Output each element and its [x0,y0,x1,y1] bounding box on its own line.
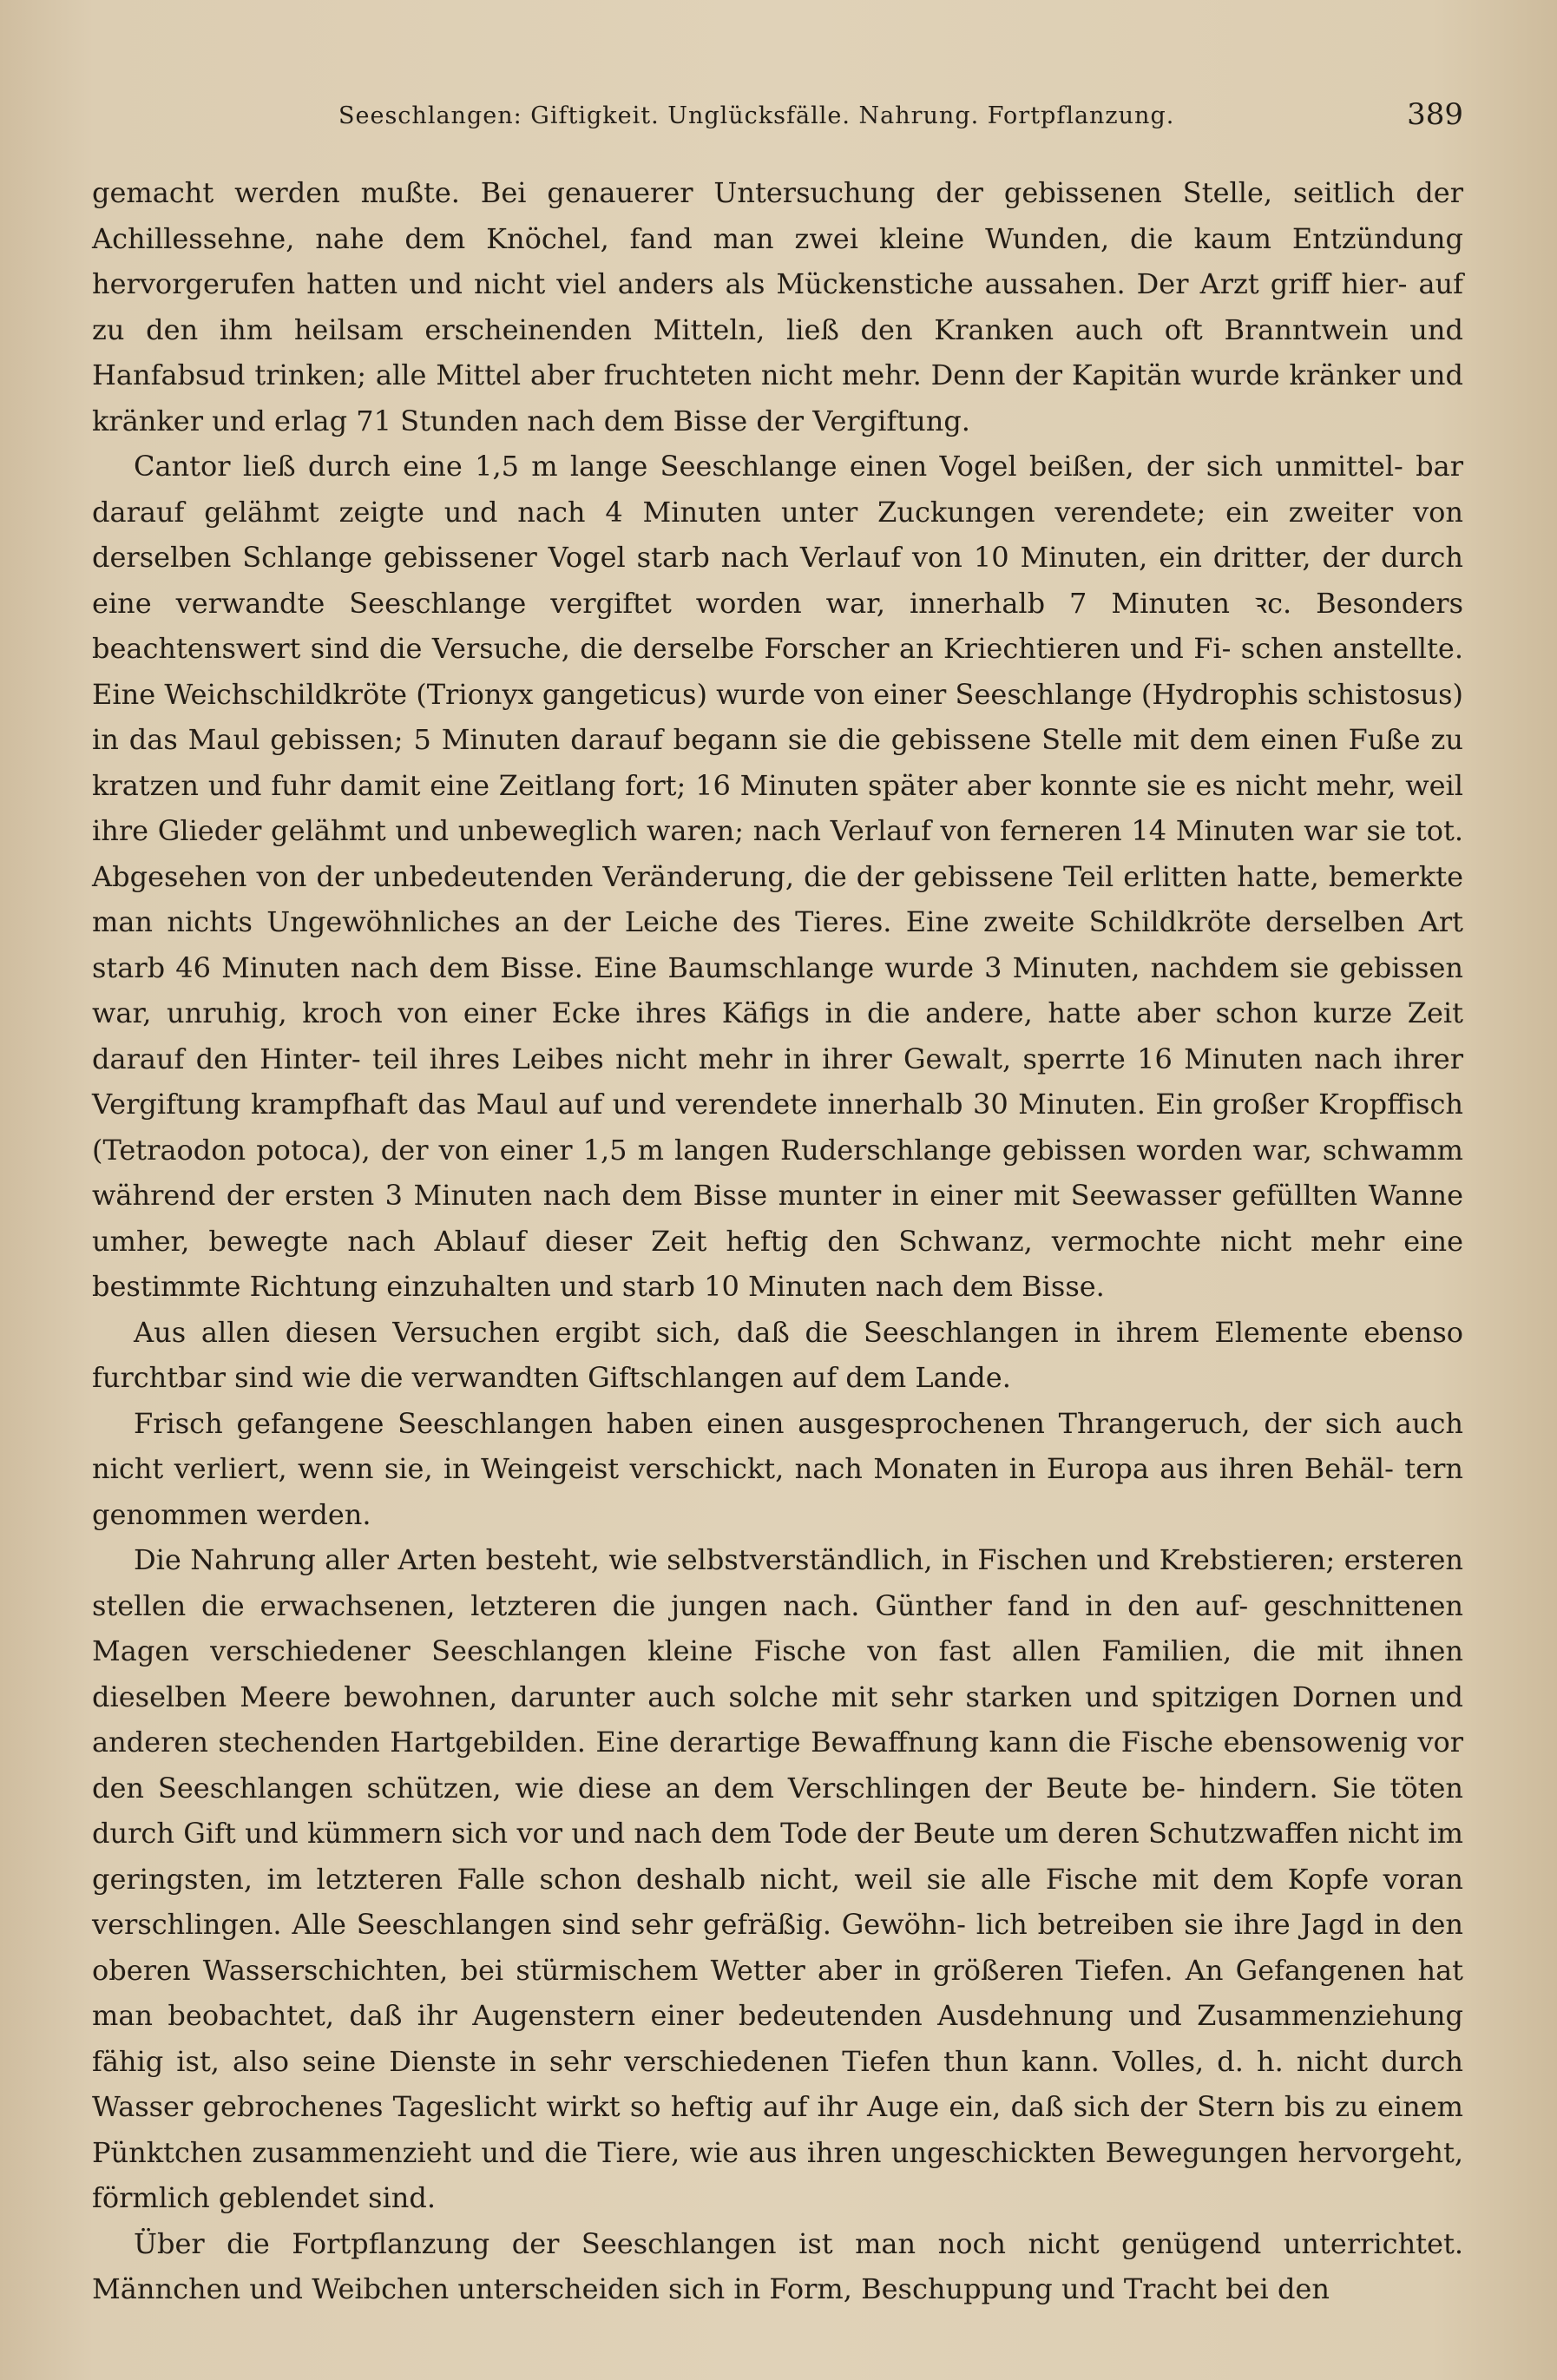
body-text [92,170,1463,2312]
paragraph-continuation: gemacht werden mußte. Bei genauerer Untersuchung der gebissenen Stelle, seitlich der Achillessehne, nahe dem Knöchel, fand man zwei kleine Wunden, die kaum Entzündung hervorgerufen hatten und nicht viel anders als Mückenstiche aussahen. Der Arzt griff hier- auf zu den ihm heilsam erscheinenden Mitteln, ließ den Kranken auch oft Branntwein und Hanfabsud trinken; alle Mittel aber fruchteten nicht mehr. Denn der Kapitän wurde kränker und kränker und erlag 71 Stunden nach dem Bisse der Vergiftung. [92,176,1463,437]
paragraph-conclusion: Aus allen diesen Versuchen ergibt sich, daß die Seeschlangen in ihrem Elemente ebenso furchtbar sind wie die verwandten Giftschlangen auf dem Lande. [92,1315,1463,1394]
page-header [92,97,1463,146]
paragraph-cantor-experiments: Cantor ließ durch eine 1,5 m lange Seeschlange einen Vogel beißen, der sich unmittel- bar darauf gelähmt zeigte und nach 4 Minuten unter Zuckungen verendete; ein zweiter von derselben Schlange gebissener Vogel starb nach Verlauf von 10 Minuten, ein dritter, der durch eine verwandte Seeschlange vergiftet worden war, innerhalb 7 Minuten ꝛc. Besonders beachtenswert sind die Versuche, die derselbe Forscher an Kriechtieren und Fi- schen anstellte. Eine Weichschildkröte (Trionyx gangeticus) wurde von einer Seeschlange (Hydrophis schistosus) in das Maul gebissen; 5 Minuten darauf begann sie die gebissene Stelle mit dem einen Fuße zu kratzen und fuhr damit eine Zeitlang fort; 16 Minuten später aber konnte sie es nicht mehr, weil ihre Glieder gelähmt und unbeweglich waren; nach Verlauf von ferneren 14 Minuten war sie tot. Abgesehen von der unbedeutenden Veränderung, die der gebissene Teil erlitten hatte, bemerkte man nichts Ungewöhnliches an der Leiche des Tieres. Eine zweite Schildkröte derselben Art starb 46 Minuten nach dem Bisse. Eine Baumschlange wurde 3 Minuten, nachdem sie gebissen war, unruhig, kroch von einer Ecke ihres Käfigs in die andere, hatte aber schon kurze Zeit darauf den Hinter- teil ihres Leibes nicht mehr in ihrer Gewalt, sperrte 16 Minuten nach ihrer Vergiftung krampfhaft das Maul auf und verendete innerhalb 30 Minuten. Ein großer Kropffisch (Tetraodon potoca), der von einer 1,5 m langen Ruderschlange gebissen worden war, schwamm während der ersten 3 Minuten nach dem Bisse munter in einer mit Seewasser gefüllten Wanne umher, bewegte nach Ablauf dieser Zeit heftig den Schwanz, vermochte nicht mehr eine bestimmte Richtung einzuhalten und starb 10 Minuten nach dem Bisse. [92,450,1463,1303]
running-head: Seeschlangen: Giftigkeit. Unglücksfälle. Nahrung. Fortpflanzung. [338,102,1175,129]
paragraph-odor: Frisch gefangene Seeschlangen haben einen ausgesprochenen Thrangeruch, der sich auch nicht verliert, wenn sie, in Weingeist verschickt, nach Monaten in Europa aus ihren Behäl- tern genommen werden. [92,1406,1463,1531]
paragraph-reproduction: Über die Fortpflanzung der Seeschlangen ist man noch nicht genügend unterrichtet. Männchen und Weibchen unterscheiden sich in Form, Beschuppung und Tracht bei den [92,2226,1463,2305]
paragraph-diet: Die Nahrung aller Arten besteht, wie selbstverständlich, in Fischen und Krebstieren; ersteren stellen die erwachsenen, letzteren die jungen nach. Günther fand in den auf- geschnittenen Magen verschiedener Seeschlangen kleine Fische von fast allen Familien, die mit ihnen dieselben Meere bewohnen, darunter auch solche mit sehr starken und spitzigen Dornen und anderen stechenden Hartgebilden. Eine derartige Bewaffnung kann die Fische ebensowenig vor den Seeschlangen schützen, wie diese an dem Verschlingen der Beute be- hindern. Sie töten durch Gift und kümmern sich vor und nach dem Tode der Beute um deren Schutzwaffen nicht im geringsten, im letzteren Falle schon deshalb nicht, weil sie alle Fische mit dem Kopfe voran verschlingen. Alle Seeschlangen sind sehr gefräßig. Gewöhn- lich betreiben sie ihre Jagd in den oberen Wasserschichten, bei stürmischem Wetter aber in größeren Tiefen. An Gefangenen hat man beobachtet, daß ihr Augenstern einer bedeutenden Ausdehnung und Zusammenziehung fähig ist, also seine Dienste in sehr verschiedenen Tiefen thun kann. Volles, d. h. nicht durch Wasser gebrochenes Tageslicht wirkt so heftig auf ihr Auge ein, daß sich der Stern bis zu einem Pünktchen zusammenzieht und die Tiere, wie aus ihren ungeschickten Bewegungen hervorgeht, förmlich geblendet sind. [92,1543,1463,2214]
page-number: 389 [1407,97,1463,132]
